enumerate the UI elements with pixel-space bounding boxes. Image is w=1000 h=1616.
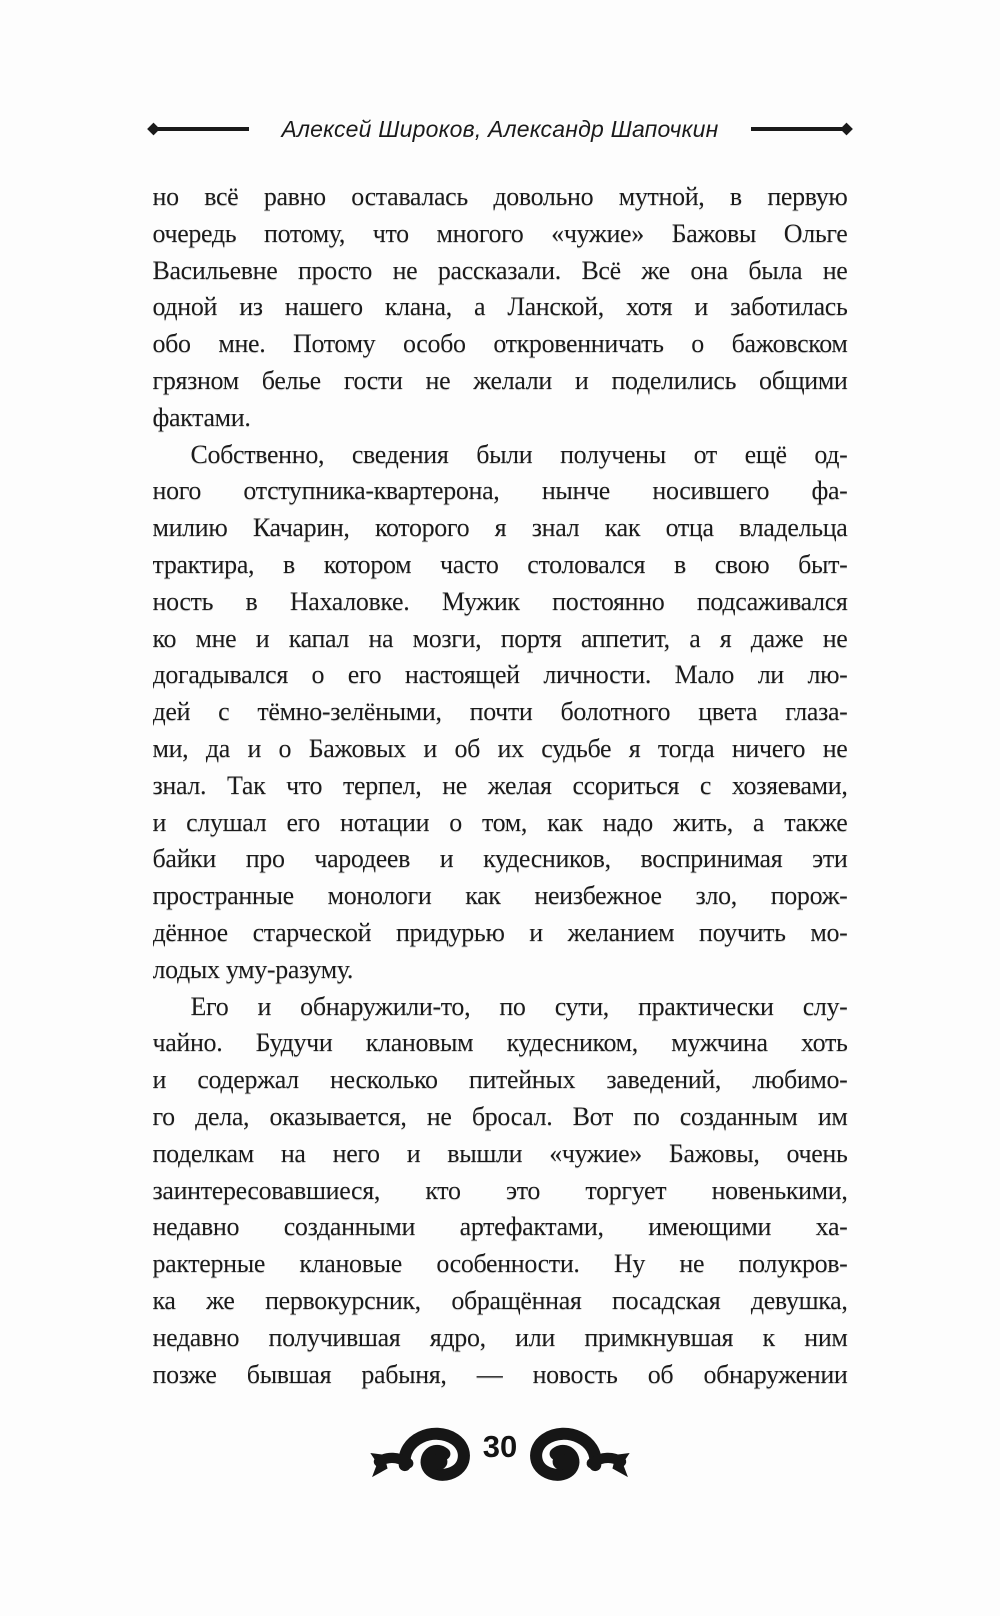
text-line: недавно получившая ядро, или примкнувшая к ним — [152, 1322, 848, 1352]
text-line: байки про чародеев и кудесников, воспринимая эти — [152, 844, 848, 874]
page-footer — [0, 1422, 1000, 1484]
text-line: догадывался о его настоящей личности. Мало ли лю- — [152, 660, 848, 690]
text-line: го дела, оказывается, не бросал. Вот по созданным им — [152, 1101, 848, 1131]
text-line: и содержал несколько питейных заведений, любимо- — [152, 1065, 848, 1095]
header-rule-right-icon — [751, 127, 847, 131]
text-line: недавно созданными артефактами, имеющими ха- — [152, 1212, 848, 1242]
text-line: ка же первокурсник, обращённая посадская девушка, — [152, 1285, 848, 1315]
text-line: рактерные клановые особенности. Ну не полукров- — [152, 1249, 848, 1279]
authors-running-title: Алексей Широков, Александр Шапочкин — [281, 115, 719, 142]
text-line: дей с тёмно-зелёными, почти болотного цвета глаза- — [152, 697, 848, 727]
text-line: ность в Нахаловке. Мужик постоянно подсаживался — [152, 586, 848, 616]
text-line: очередь потому, что многого «чужие» Бажовы Ольге — [152, 218, 848, 248]
text-line: и слушал его нотации о том, как надо жить, а также — [152, 807, 848, 837]
footer-ornament-left-icon — [370, 1422, 474, 1484]
text-line: но всё равно оставалась довольно мутной, в первую — [152, 182, 848, 211]
paragraph — [153, 437, 848, 989]
text-line: поделкам на него и вышли «чужие» Бажовы, очень — [152, 1138, 848, 1168]
text-line: ко мне и капал на мозги, портя аппетит, а я даже не — [152, 623, 848, 653]
page-header — [153, 112, 848, 146]
text-line: грязном белье гости не желали и поделились общими — [152, 365, 848, 395]
paragraph — [153, 989, 848, 1394]
text-line: Собственно, сведения были получены от ещё од- — [190, 439, 848, 469]
text-line: чайно. Будучи клановым кудесником, мужчина хоть — [152, 1028, 848, 1058]
text-line: Васильевне просто не рассказали. Всё же она была не — [152, 255, 848, 285]
text-line: позже бывшая рабыня, — новость об обнаружении — [152, 1359, 848, 1389]
text-line: милию Качарин, которого я знал как отца владельца — [152, 513, 848, 543]
diamond-tip-icon — [841, 123, 854, 136]
paragraph — [153, 179, 848, 437]
page-number: 30 — [482, 1428, 518, 1464]
body-text — [153, 179, 848, 1393]
text-line: Его и обнаружили-то, по сути, практически слу- — [190, 991, 848, 1021]
text-line: одной из нашего клана, а Ланской, хотя и заботилась — [152, 292, 848, 322]
text-line: пространные монологи как неизбежное зло, порож- — [152, 881, 848, 911]
text-line: дённое старческой придурью и желанием поучить мо- — [152, 917, 848, 947]
text-line: ми, да и о Бажовых и об их судьбе я тогда ничего не — [152, 733, 848, 763]
text-line: заинтересовавшиеся, кто это торгует новенькими, — [152, 1175, 848, 1205]
header-rule-left-icon — [153, 127, 249, 131]
text-line: лодых уму-разуму. — [152, 954, 354, 984]
footer-ornament-right-icon — [526, 1422, 630, 1484]
text-line: фактами. — [152, 402, 251, 432]
text-line: ного отступника-квартерона, нынче носившего фа- — [152, 476, 848, 506]
diamond-tip-icon — [147, 123, 160, 136]
text-line: обо мне. Потому особо откровенничать о бажовском — [152, 329, 848, 359]
text-line: трактира, в котором часто столовался в свою быт- — [152, 549, 848, 579]
text-line: знал. Так что терпел, не желая ссориться с хозяевами, — [152, 770, 848, 800]
